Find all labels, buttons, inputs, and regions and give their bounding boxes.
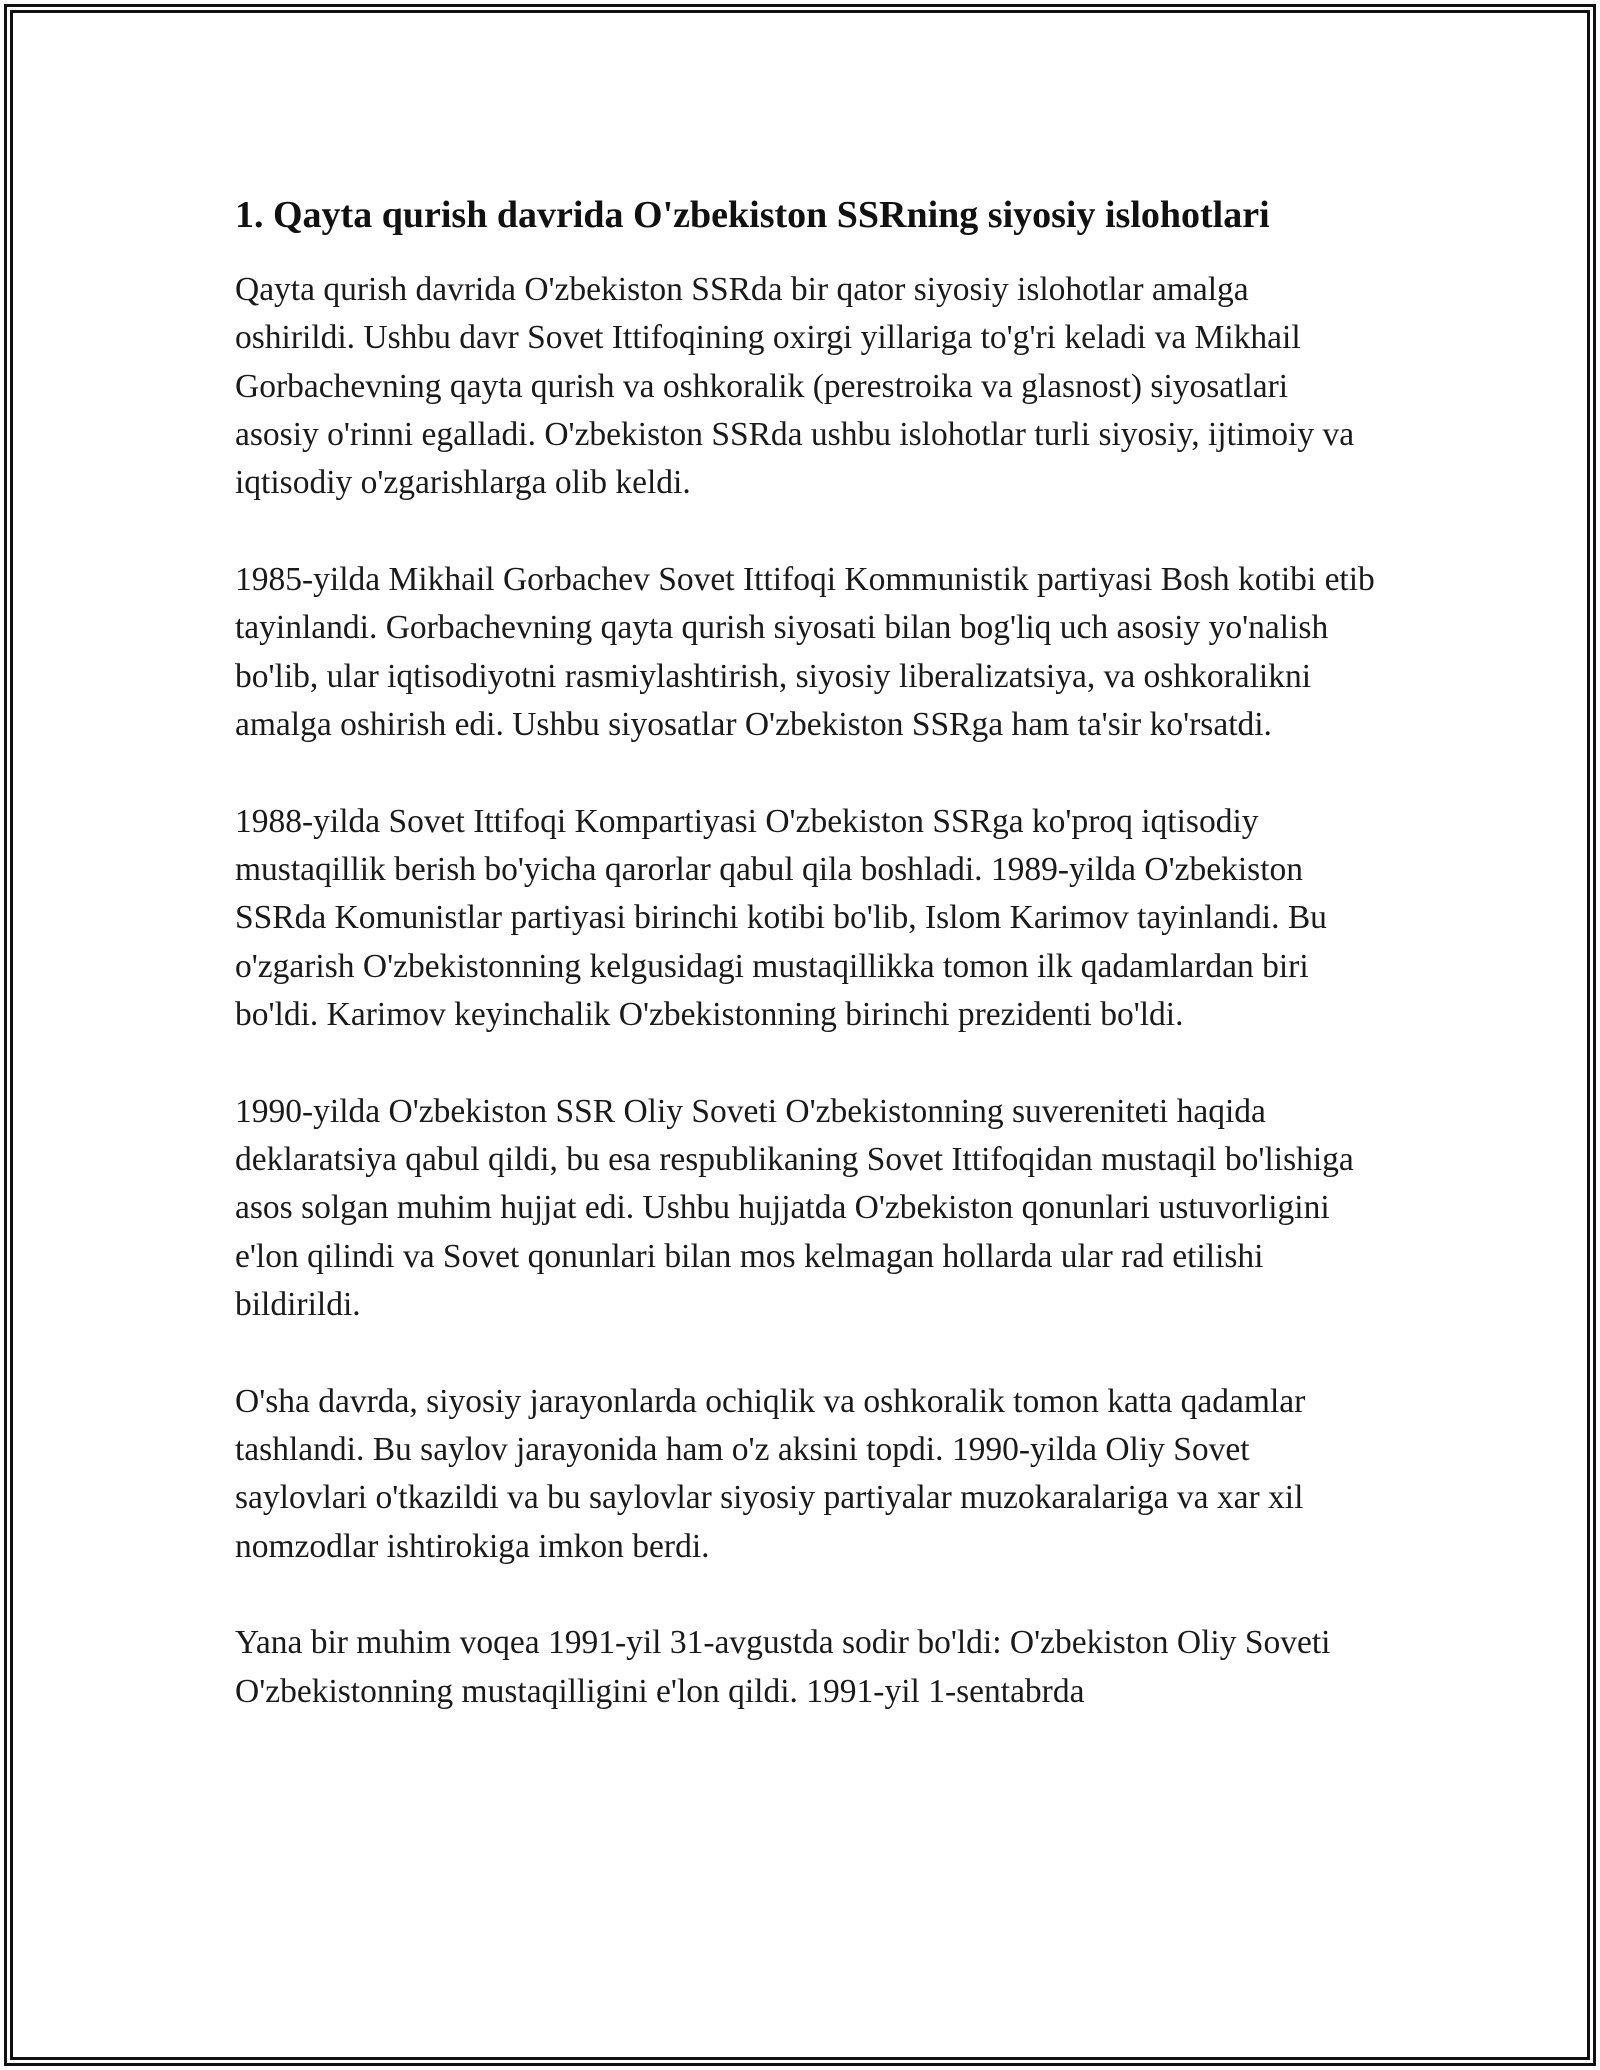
paragraph-4: 1990-yilda O'zbekiston SSR Oliy Soveti O'zbekistonning suvereniteti haqida deklaratsiya qabul qildi, bu esa respublikaning Sovet Ittifoqidan mustaqil bo'lishiga asos solgan muhim hujjat edi. Ushbu hujjatda O'zbekiston qonunlari ustuvorligini e'lon qilindi va Sovet qonunlari bilan mos kelmagan hollarda ular rad etilishi bildirildi.: [235, 1092, 1354, 1323]
paragraph-3: 1988-yilda Sovet Ittifoqi Kompartiyasi O'zbekiston SSRga ko'proq iqtisodiy mustaqillik berish bo'yicha qarorlar qabul qila boshladi. 1989-yilda O'zbekiston SSRda Komunistlar partiyasi birinchi kotibi bo'lib, Islom Karimov tayinlandi. Bu o'zgarish O'zbekistonning kelgusidagi mustaqillikka tomon ilk qadamlardan biri bo'ldi. Karimov keyinchalik O'zbekistonning birinchi prezidenti bo'ldi.: [235, 802, 1327, 1033]
document-body: [235, 188, 1375, 1764]
paragraph-1: Qayta qurish davrida O'zbekiston SSRda bir qator siyosiy islohotlar amalga oshirildi. Ushbu davr Sovet Ittifoqining oxirgi yillariga to'g'ri keladi va Mikhail Gorbachevning qayta qurish va oshkoralik (perestroika va glasnost) siyosatlari asosiy o'rinni egalladi. O'zbekiston SSRda ushbu islohotlar turli siyosiy, ijtimoiy va iqtisodiy o'zgarishlarga olib keldi.: [235, 271, 1355, 502]
section-heading: 1. Qayta qurish davrida O'zbekiston SSRning siyosiy islohotlari: [235, 194, 1270, 236]
paragraph-6: Yana bir muhim voqea 1991-yil 31-avgustda sodir bo'ldi: O'zbekiston Oliy Soveti O'zbekistonning mustaqilligini e'lon qildi. 1991-yil 1-sentabrda: [235, 1624, 1331, 1710]
paragraph-2: 1985-yilda Mikhail Gorbachev Sovet Ittifoqi Kommunistik partiyasi Bosh kotibi etib tayinlandi. Gorbachevning qayta qurish siyosati bilan bog'liq uch asosiy yo'nalish bo'lib, ular iqtisodiyotni rasmiylashtirish, siyosiy liberalizatsiya, va oshkoralikni amalga oshirish edi. Ushbu siyosatlar O'zbekiston SSRga ham ta'sir ko'rsatdi.: [235, 560, 1375, 743]
paragraph-5: O'sha davrda, siyosiy jarayonlarda ochiqlik va oshkoralik tomon katta qadamlar tashlandi. Bu saylov jarayonida ham o'z aksini topdi. 1990-yilda Oliy Sovet saylovlari o'tkazildi va bu saylovlar siyosiy partiyalar muzokaralariga va xar xil nomzodlar ishtirokiga imkon berdi.: [235, 1382, 1306, 1565]
